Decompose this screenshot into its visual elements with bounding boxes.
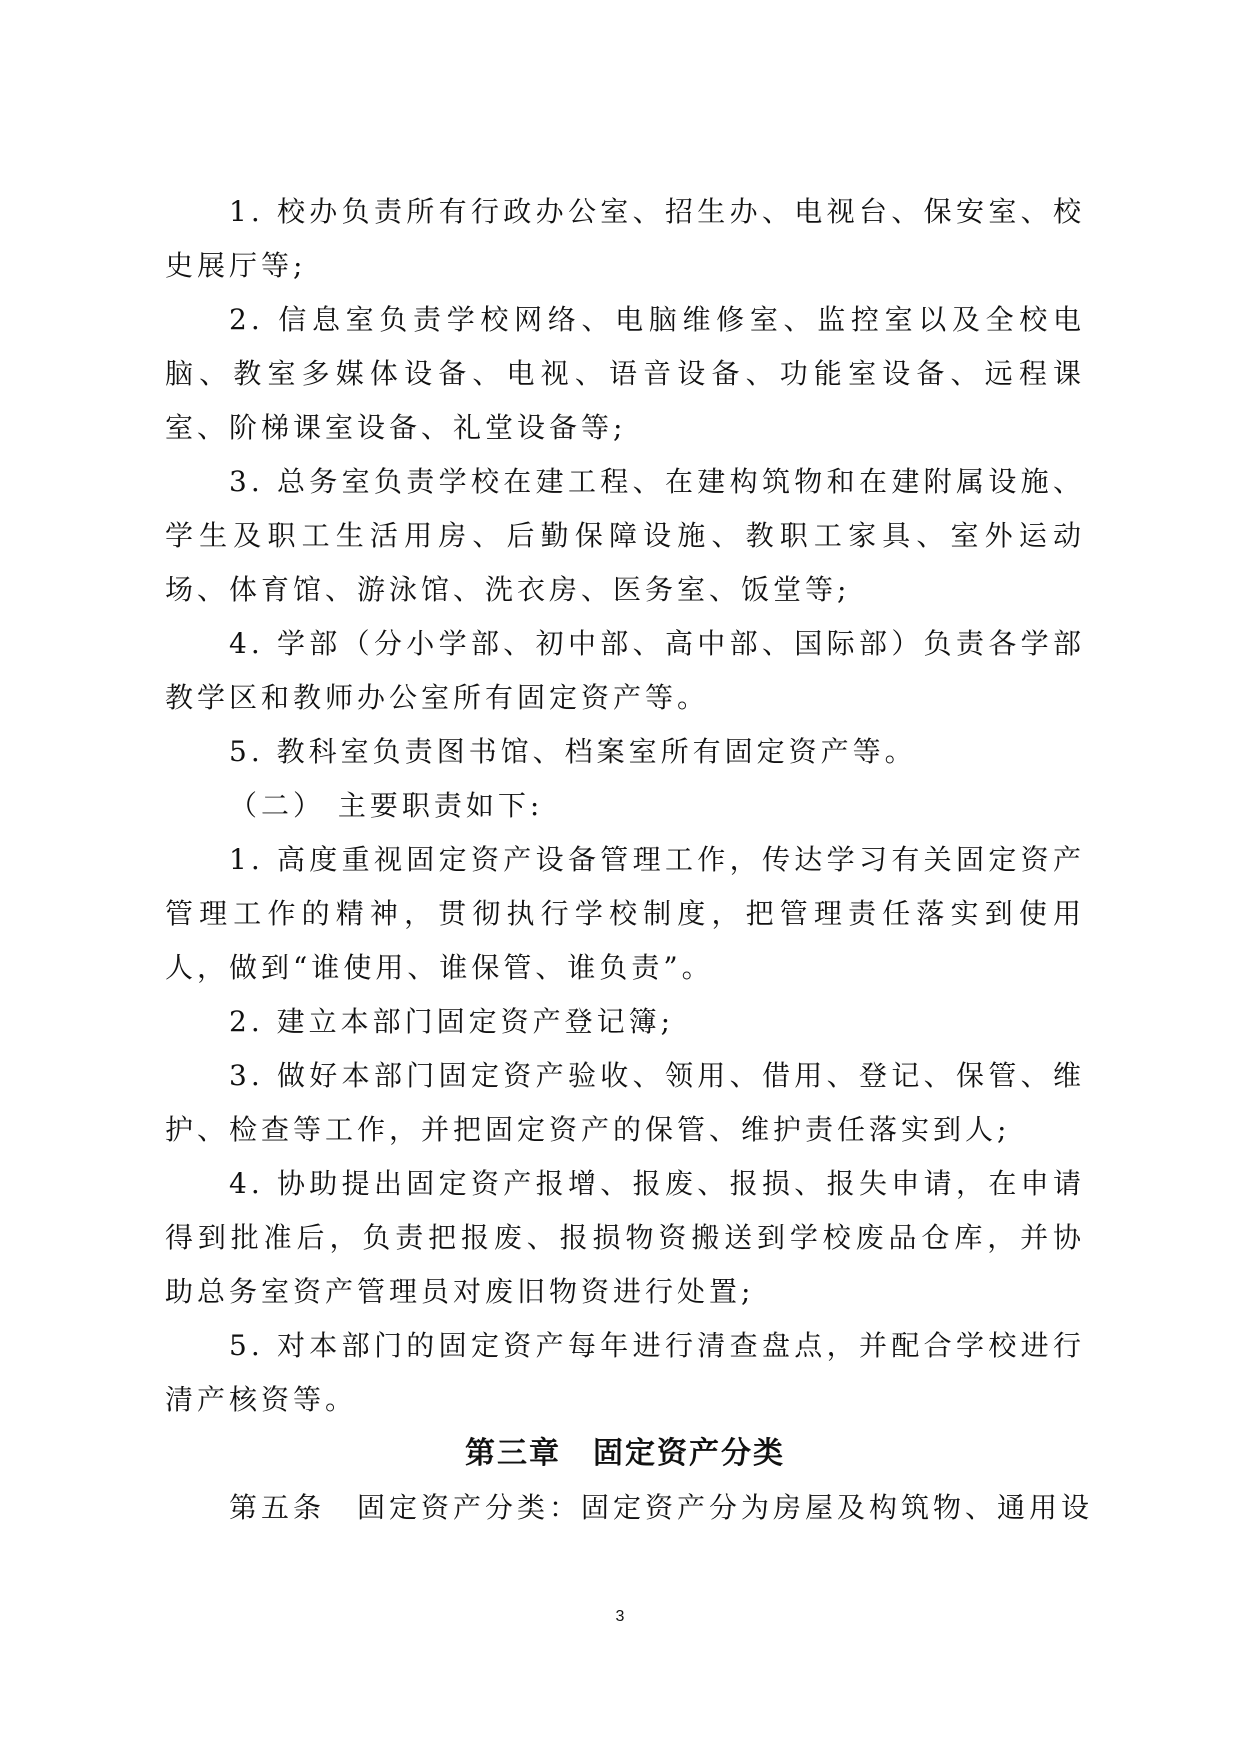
chapter-heading: 第三章 固定资产分类 bbox=[465, 1436, 785, 1471]
scope-item-3: 3. 总务室负责学校在建工程、在建构筑物和在建附属设施、学生及职工生活用房、后勤保障设施、教职工家具、室外运动场、体育馆、游泳馆、洗衣房、医务室、饭堂等; bbox=[165, 465, 1085, 606]
scope-item-1: 1. 校办负责所有行政办公室、招生办、电视台、保安室、校史展厅等; bbox=[165, 195, 1085, 282]
duty-item-5: 5. 对本部门的固定资产每年进行清查盘点，并配合学校进行清产核资等。 bbox=[165, 1329, 1085, 1416]
scope-item-5: 5. 教科室负责图书馆、档案室所有固定资产等。 bbox=[229, 735, 917, 768]
duty-item-2: 2. 建立本部门固定资产登记簿; bbox=[229, 1005, 675, 1038]
article-label: 第五条 bbox=[229, 1491, 326, 1524]
scope-item-4: 4. 学部（分小学部、初中部、高中部、国际部）负责各学部教学区和教师办公室所有固定资产等。 bbox=[165, 627, 1085, 714]
section-two-heading: （二） 主要职责如下: bbox=[229, 789, 544, 822]
duty-item-1: 1. 高度重视固定资产设备管理工作，传达学习有关固定资产管理工作的精神，贯彻执行学校制度，把管理责任落实到使用人，做到“谁使用、谁保管、谁负责”。 bbox=[165, 843, 1085, 984]
scope-item-2: 2. 信息室负责学校网络、电脑维修室、监控室以及全校电脑、教室多媒体设备、电视、语音设备、功能室设备、远程课室、阶梯课室设备、礼堂设备等; bbox=[165, 303, 1085, 444]
article-5 bbox=[165, 1481, 1094, 1535]
article-text: 固定资产分类：固定资产分为房屋及构筑物、通用设 bbox=[357, 1491, 1094, 1524]
duty-item-4: 4. 协助提出固定资产报增、报废、报损、报失申请，在申请得到批准后，负责把报废、报损物资搬送到学校废品仓库，并协助总务室资产管理员对废旧物资进行处置; bbox=[165, 1167, 1085, 1308]
document-body bbox=[165, 185, 1094, 1535]
page-number: 3 bbox=[615, 1608, 625, 1625]
duty-item-3: 3. 做好本部门固定资产验收、领用、借用、登记、保管、维护、检查等工作，并把固定资产的保管、维护责任落实到人; bbox=[165, 1059, 1085, 1146]
